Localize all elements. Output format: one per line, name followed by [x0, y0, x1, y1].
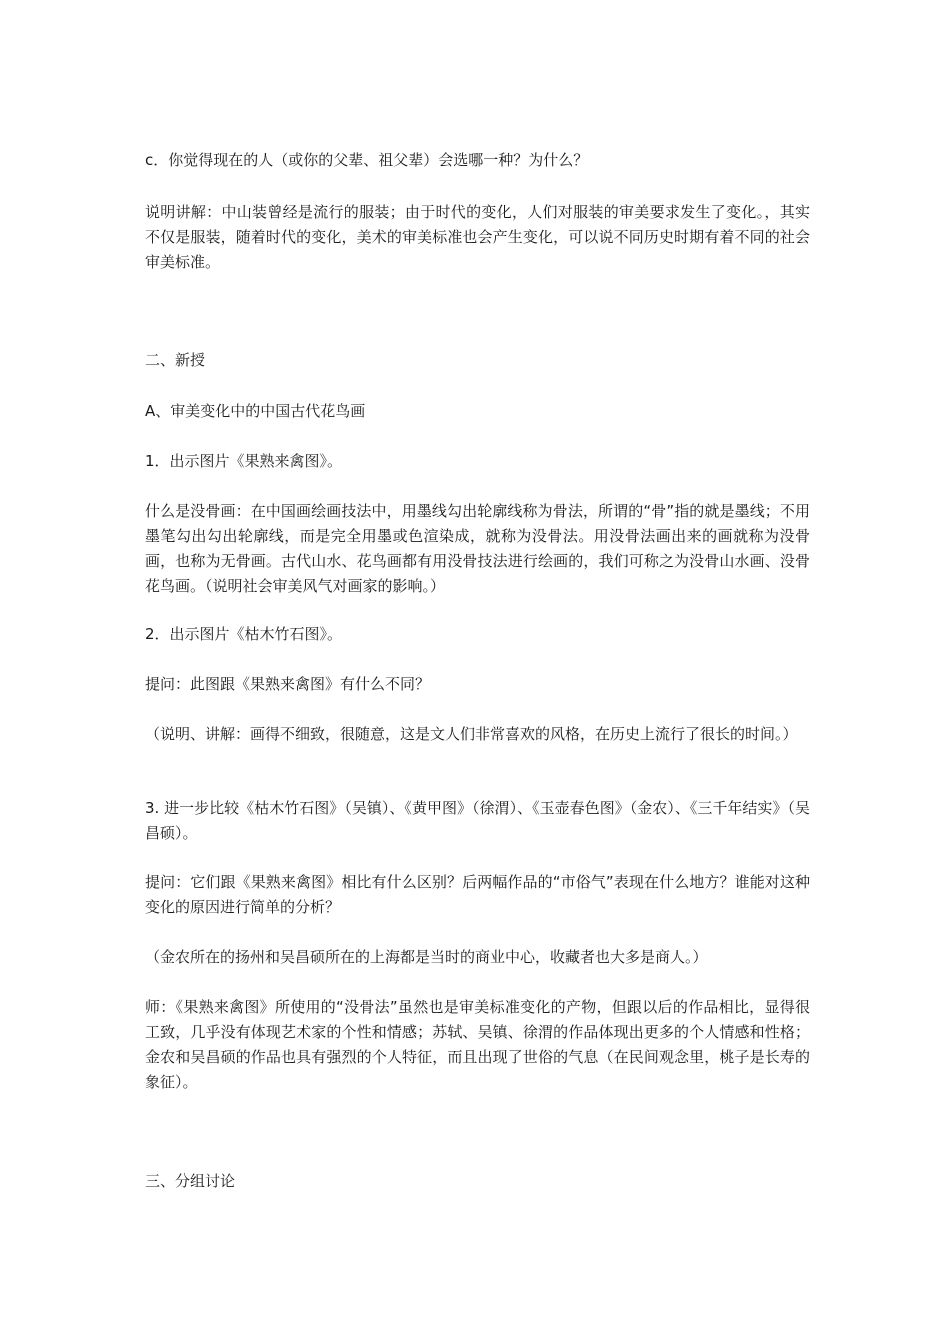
section-heading-new-lesson: 二、新授 — [145, 351, 206, 369]
question-c: c．你觉得现在的人（或你的父辈、祖父辈）会选哪一种？为什么？ — [145, 151, 589, 169]
mogu-painting-paragraph: 什么是没骨画：在中国画绘画技法中，用墨线勾出轮廓线称为骨法，所谓的“骨”指的就是墨线；不用墨笔勾出勾出轮廓线，而是完全用墨或色渲染成，就称为没骨法。用没骨法画出来的画就称为没骨画，也称为无骨画。古代山水、花鸟画都有用没骨技法进行绘画的，我们可称之为没骨山水画、没骨花鸟画。（说明社会审美风气对画家的影响。） — [145, 502, 810, 595]
step-3-paragraph: 3. 进一步比较《枯木竹石图》（吴镇）、《黄甲图》（徐渭）、《玉壶春色图》（金农）、《三千年结实》（吴昌硕）。 — [145, 799, 810, 842]
explanation-paragraph: 说明讲解：中山装曾经是流行的服装；由于时代的变化，人们对服装的审美要求发生了变化。，其实不仅是服装，随着时代的变化，美术的审美标准也会产生变化，可以说不同历史时期有着不同的社会审美标准。 — [145, 203, 810, 271]
question-comparison-paragraph: 提问：它们跟《果熟来禽图》相比有什么区别？后两幅作品的“市俗气”表现在什么地方？谁能对这种变化的原因进行简单的分析？ — [145, 873, 810, 916]
question-difference-paragraph: 提问：此图跟《果熟来禽图》有什么不同？ — [145, 675, 431, 693]
step-2-paragraph: 2．出示图片《枯木竹石图》。 — [145, 625, 343, 643]
merchant-note-paragraph: （金农所在的扬州和吴昌硕所在的上海都是当时的商业中心，收藏者也大多是商人。） — [145, 948, 708, 966]
subsection-heading-a: A、审美变化中的中国古代花鸟画 — [145, 402, 366, 420]
teacher-summary-paragraph: 师：《果熟来禽图》所使用的“没骨法”虽然也是审美标准变化的产物，但跟以后的作品相比，显得很工致，几乎没有体现艺术家的个性和情感；苏轼、吴镇、徐渭的作品体现出更多的个人情感和性格；金农和吴昌硕的作品也具有强烈的个人特征，而且出现了世俗的气息（在民间观念里，桃子是长寿的象征）。 — [145, 998, 810, 1091]
section-heading-group-discussion: 三、分组讨论 — [145, 1172, 236, 1190]
step-1-paragraph: 1．出示图片《果熟来禽图》。 — [145, 452, 343, 470]
explanation-style-paragraph: （说明、讲解：画得不细致，很随意，这是文人们非常喜欢的风格，在历史上流行了很长的时间。） — [145, 725, 798, 743]
